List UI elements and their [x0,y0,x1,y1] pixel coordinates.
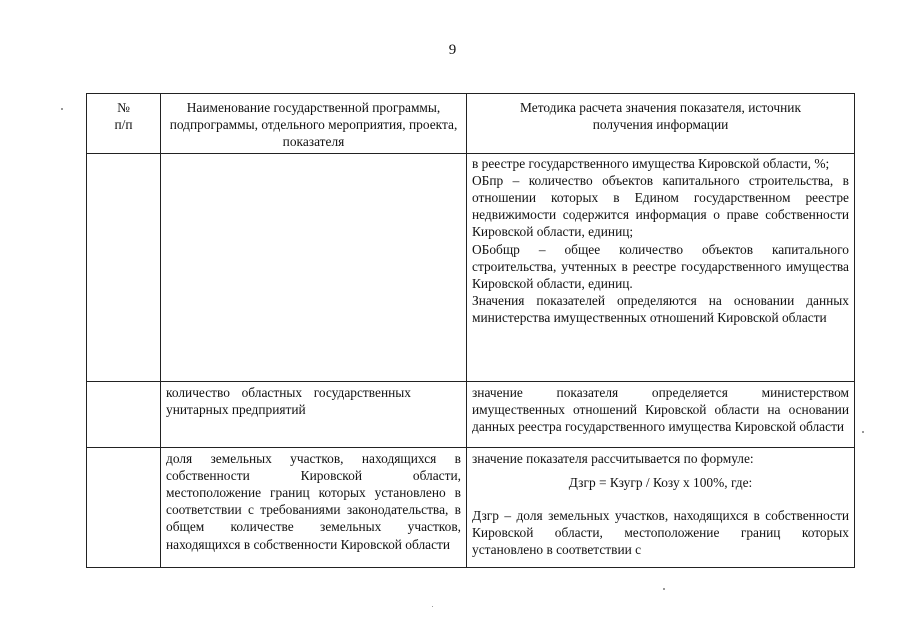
page-number: 9 [448,42,457,58]
formula: Дзгр = Кзугр / Козу х 100%, где: [568,474,753,490]
table-header-row [87,94,855,154]
scan-speck [663,588,665,590]
name-paragraph: количество областных государственных унитарных предприятий [166,384,411,417]
scan-speck [862,431,864,433]
indicator-methodology-table [86,93,855,568]
header-method: Методика расчета значения показателя, источник получения информации [467,94,855,154]
name-paragraph: доля земельных участков, находящихся в собственности Кировской области, местоположение границ которых установлено в соответствии с требованиями законодательства, в общем количестве земельных участков, находящихся в собственности Кировской области [166,450,461,552]
method-paragraph: ОБобщр – общее количество объектов капитального строительства, учтенных в реестре государственного имущества Кировской области, единиц. [472,241,849,292]
row-name-cell [161,153,467,381]
row-name-cell [161,447,467,567]
method-paragraph: ОБпр – количество объектов капитального строительства, в отношении которых в Едином государственном реестре недвижимости содержится информация о праве собственности Кировской области, единиц; [472,172,849,240]
table-row [87,381,855,447]
method-paragraph: Дзгр – доля земельных участков, находящихся в собственности Кировской области, местоположение границ которых установлено в соответствии с [472,508,849,558]
method-paragraph: в реестре государственного имущества Кировской области, %; [472,155,830,171]
row-number-cell [87,447,161,567]
scan-speck [432,606,433,607]
method-paragraph: значение показателя рассчитывается по формуле: [472,450,754,466]
scan-speck [61,108,63,110]
row-number-cell [87,153,161,381]
row-name-cell [161,381,467,447]
header-name: Наименование государственной программы, подпрограммы, отдельного мероприятия, проекта, показателя [161,94,467,154]
row-method-cell [467,447,855,567]
row-number-cell [87,381,161,447]
header-number: № п/п [87,94,161,154]
row-method-cell [467,381,855,447]
row-method-cell [467,153,855,381]
method-paragraph: Значения показателей определяются на основании данных министерства имущественных отношений Кировской области [472,293,849,326]
table-row [87,447,855,567]
method-paragraph: значение показателя определяется министерством имущественных отношений Кировской области на основании данных реестра государственного имущества Кировской области [472,384,849,435]
table-row [87,153,855,381]
